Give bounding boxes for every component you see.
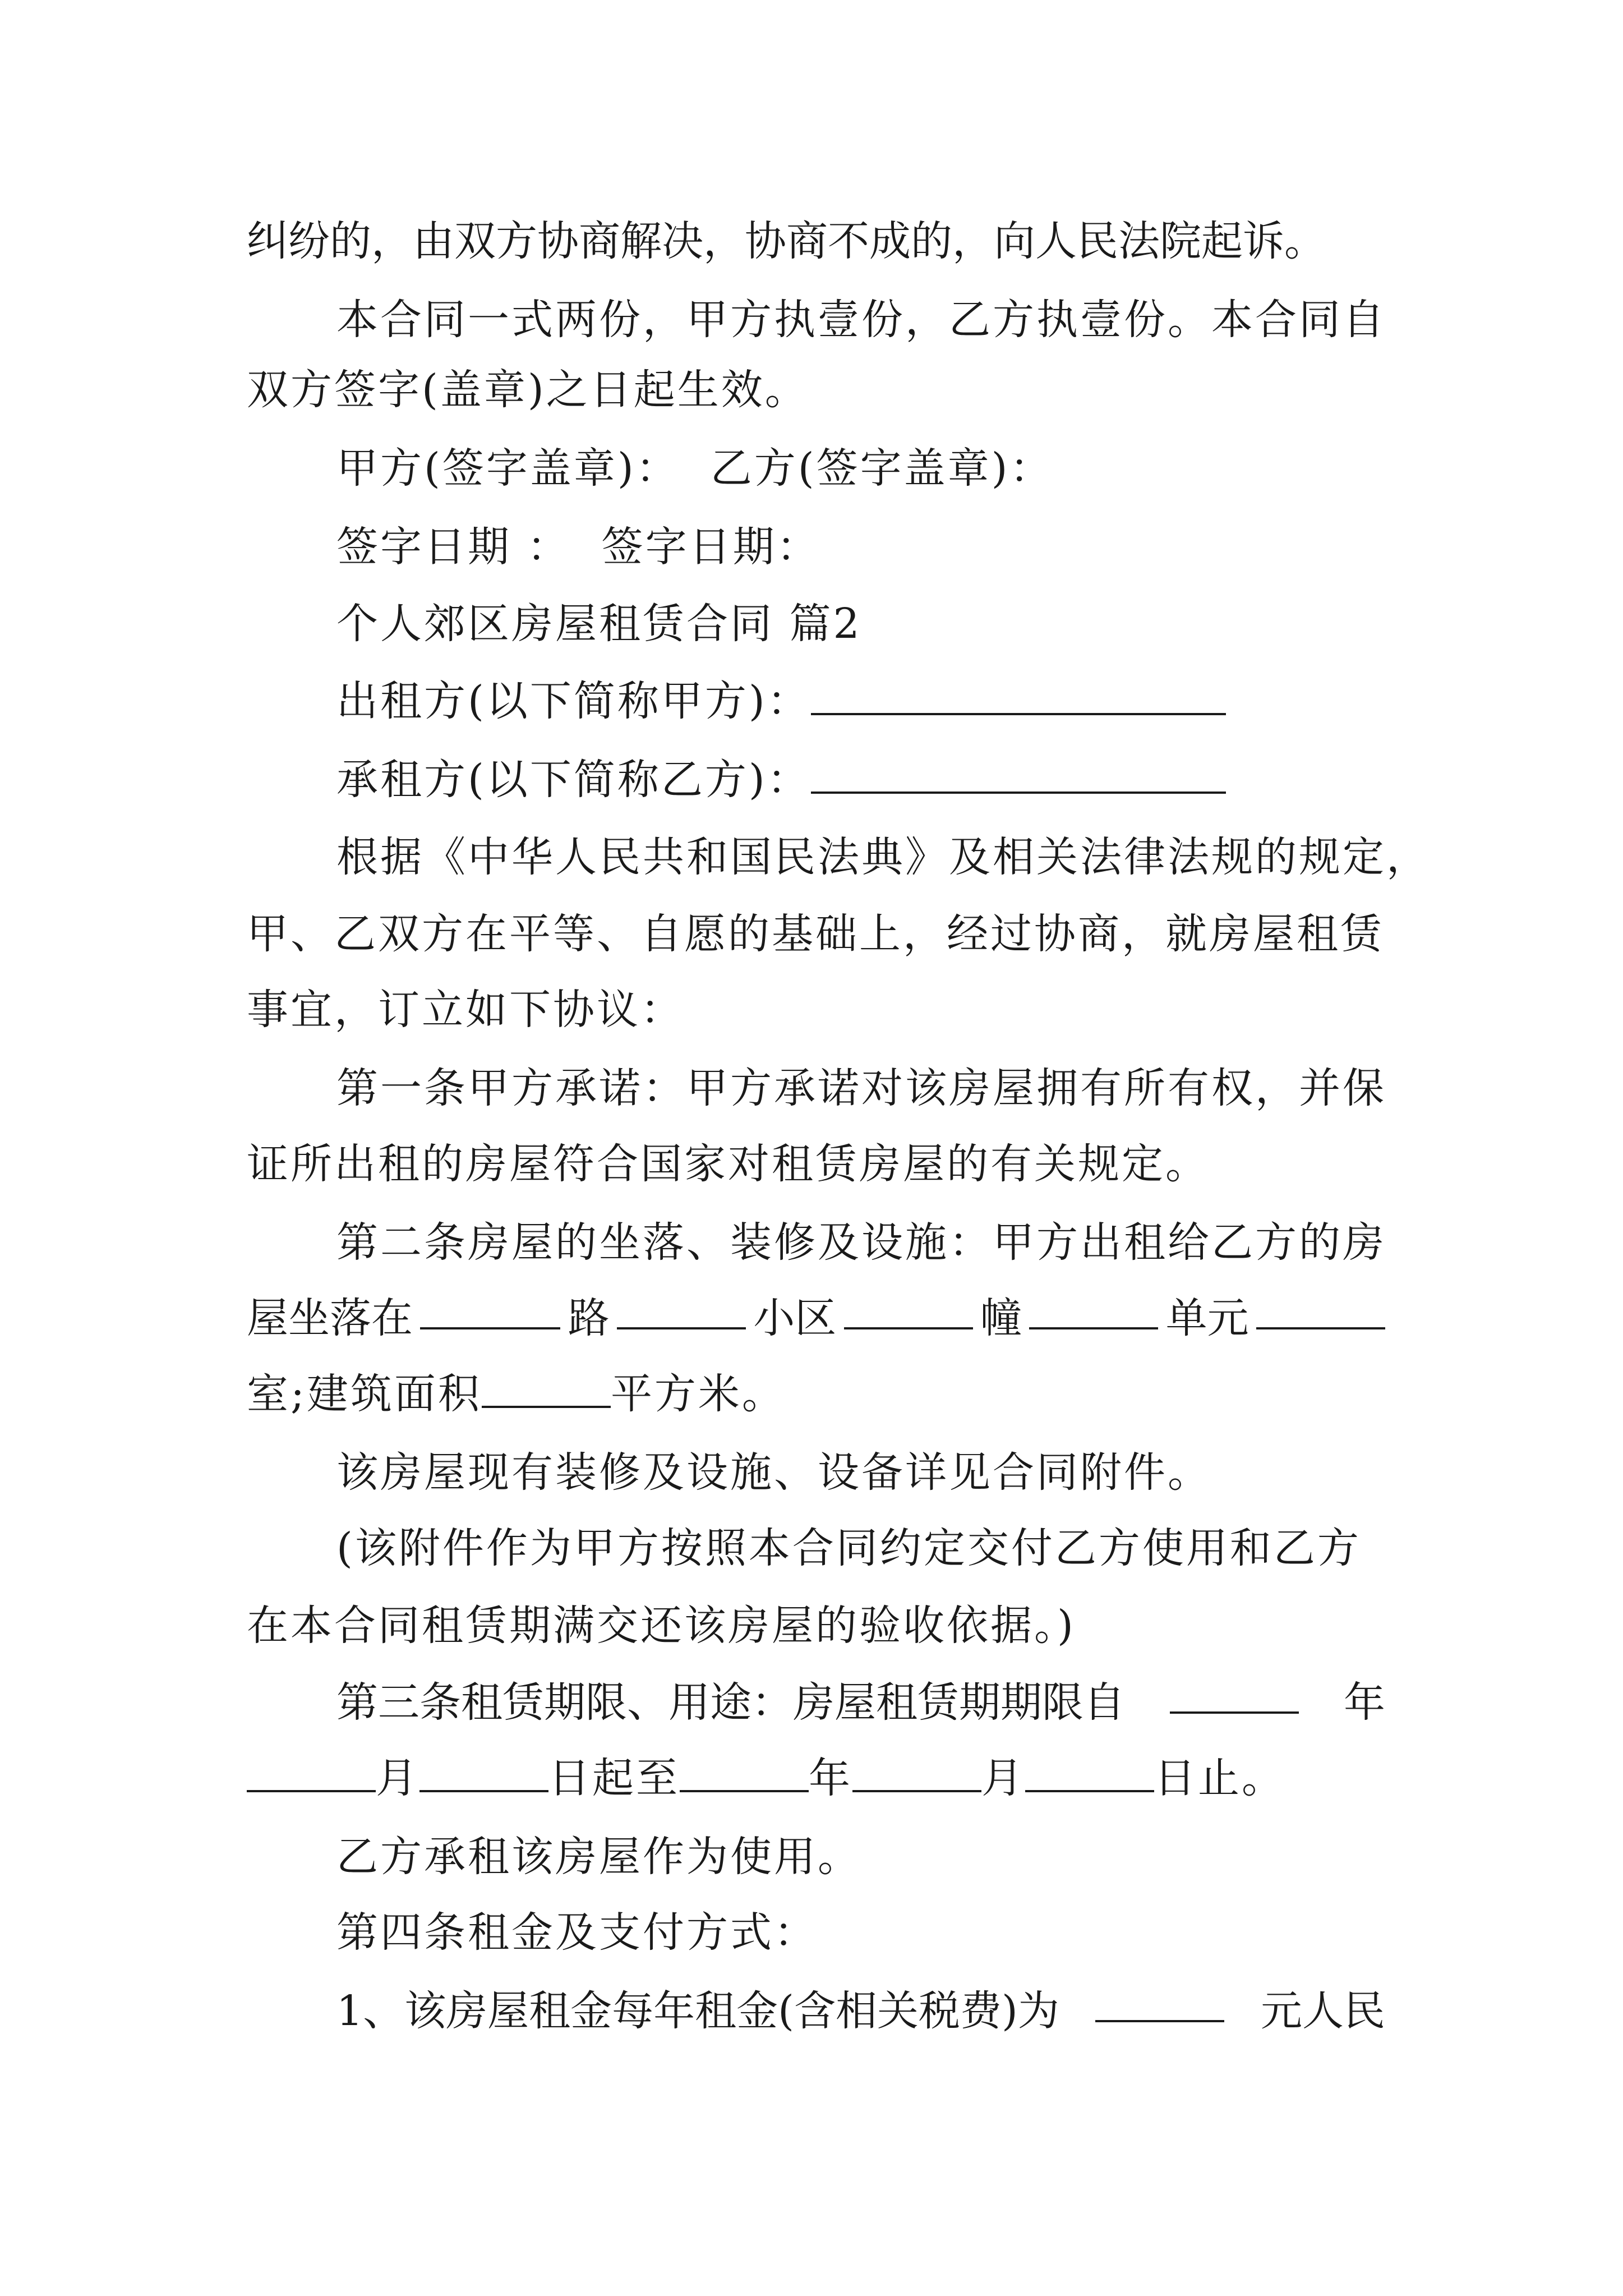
month-label: 月 <box>376 1754 419 1802</box>
line-text: 甲方(签字盖章)： 乙方(签字盖章)： <box>336 444 1054 493</box>
line-text: 第四条租金及支付方式： <box>336 1908 818 1957</box>
paragraph-line <box>336 292 1385 348</box>
unit-blank-field[interactable] <box>1029 1290 1158 1329</box>
area-label: 室;建筑面积 <box>247 1370 482 1418</box>
road-label: 路 <box>568 1294 610 1342</box>
end-year-blank-field[interactable] <box>680 1753 809 1792</box>
paragraph-line <box>336 1444 1385 1501</box>
end-day-blank-field[interactable] <box>1025 1753 1154 1792</box>
paragraph-line <box>336 829 1430 885</box>
paragraph-line <box>336 1829 1385 1885</box>
line-text: 甲、乙双方在平等、自愿的基础上，经过协商，就房屋租赁 <box>247 910 1384 958</box>
start-day-blank-field[interactable] <box>419 1753 548 1792</box>
rent-label: 1、该房屋租金每年租金(含相关税费)为 <box>336 1987 1059 2035</box>
paragraph-line <box>247 213 1385 269</box>
lessor-line <box>336 673 1385 729</box>
paragraph-line <box>247 906 1385 962</box>
line-text: 本合同一式两份，甲方执壹份，乙方执壹份。本合同自 <box>336 296 1386 344</box>
paragraph-line <box>247 362 1385 418</box>
term-line <box>336 1674 1385 1731</box>
location-text: 屋坐落在 <box>247 1294 413 1342</box>
paragraph-line <box>247 1136 1385 1192</box>
section-title-text: 个人郊区房屋租赁合同 篇2 <box>336 600 862 648</box>
end-day-label: 日止。 <box>1154 1754 1285 1802</box>
area-unit: 平方米。 <box>610 1370 786 1418</box>
lessee-label: 承租方(以下简称乙方)： <box>336 756 811 804</box>
end-month-blank-field[interactable] <box>852 1753 981 1792</box>
road-blank-field[interactable] <box>420 1290 560 1329</box>
paragraph-line <box>336 1904 1385 1961</box>
rent-currency-label: 元人民 <box>1260 1987 1385 2035</box>
paragraph-line <box>247 1598 1385 1654</box>
community-label: 小区 <box>753 1294 837 1342</box>
line-text: 根据《中华人民共和国民法典》及相关法律法规的规定， <box>336 833 1430 881</box>
start-year-blank-field[interactable] <box>1170 1674 1299 1714</box>
paragraph-line <box>336 1520 1385 1576</box>
signature-date-line <box>336 519 1385 575</box>
end-month-label: 月 <box>981 1754 1025 1802</box>
rent-amount-blank-field[interactable] <box>1095 1983 1224 2022</box>
lessee-line <box>336 752 1385 808</box>
line-text: (该附件作为甲方按照本合同约定交付乙方使用和乙方 <box>336 1524 1361 1572</box>
building-blank-field[interactable] <box>844 1290 973 1329</box>
area-blank-field[interactable] <box>482 1369 611 1408</box>
lessor-label: 出租方(以下简称甲方)： <box>336 677 811 725</box>
line-text: 事宜，订立如下协议： <box>247 986 684 1034</box>
term-label: 第三条租赁期限、用途：房屋租赁期期限自 <box>336 1678 1125 1727</box>
start-month-blank-field[interactable] <box>247 1753 376 1792</box>
unit-label: 单元 <box>1165 1294 1249 1342</box>
section-title <box>336 596 1385 652</box>
line-text: 双方签字(盖章)之日起生效。 <box>247 366 809 414</box>
community-blank-field[interactable] <box>617 1290 746 1329</box>
area-line <box>247 1366 1385 1422</box>
line-text: 第一条甲方承诺：甲方承诺对该房屋拥有所有权，并保 <box>336 1064 1386 1112</box>
paragraph-line <box>336 1060 1385 1116</box>
building-label: 幢 <box>980 1294 1022 1342</box>
year-label: 年 <box>1344 1678 1385 1727</box>
line-text: 证所出租的房屋符合国家对租赁房屋的有关规定。 <box>247 1140 1209 1188</box>
line-text: 第二条房屋的坐落、装修及设施：甲方出租给乙方的房 <box>336 1218 1386 1267</box>
location-line <box>247 1290 1385 1346</box>
line-text: 乙方承租该房屋作为使用。 <box>336 1833 861 1881</box>
paragraph-line <box>247 982 1385 1038</box>
end-year-label: 年 <box>809 1754 852 1802</box>
line-text: 在本合同租赁期满交还该房屋的验收依据。) <box>247 1602 1076 1650</box>
line-text: 签字日期 ： 签字日期： <box>336 523 820 571</box>
paragraph-line <box>336 1214 1385 1271</box>
room-blank-field[interactable] <box>1256 1290 1385 1329</box>
rent-line <box>336 1983 1385 2039</box>
lessor-blank-field[interactable] <box>811 676 1226 715</box>
signature-parties-line <box>336 440 1385 496</box>
date-range-line <box>247 1750 1385 1806</box>
lessee-blank-field[interactable] <box>811 754 1226 794</box>
line-text: 该房屋现有装修及设施、设备详见合同附件。 <box>336 1448 1211 1497</box>
line-text: 纠纷的，由双方协商解决，协商不成的，向人民法院起诉。 <box>247 217 1326 265</box>
day-until-label: 日起至 <box>548 1754 680 1802</box>
